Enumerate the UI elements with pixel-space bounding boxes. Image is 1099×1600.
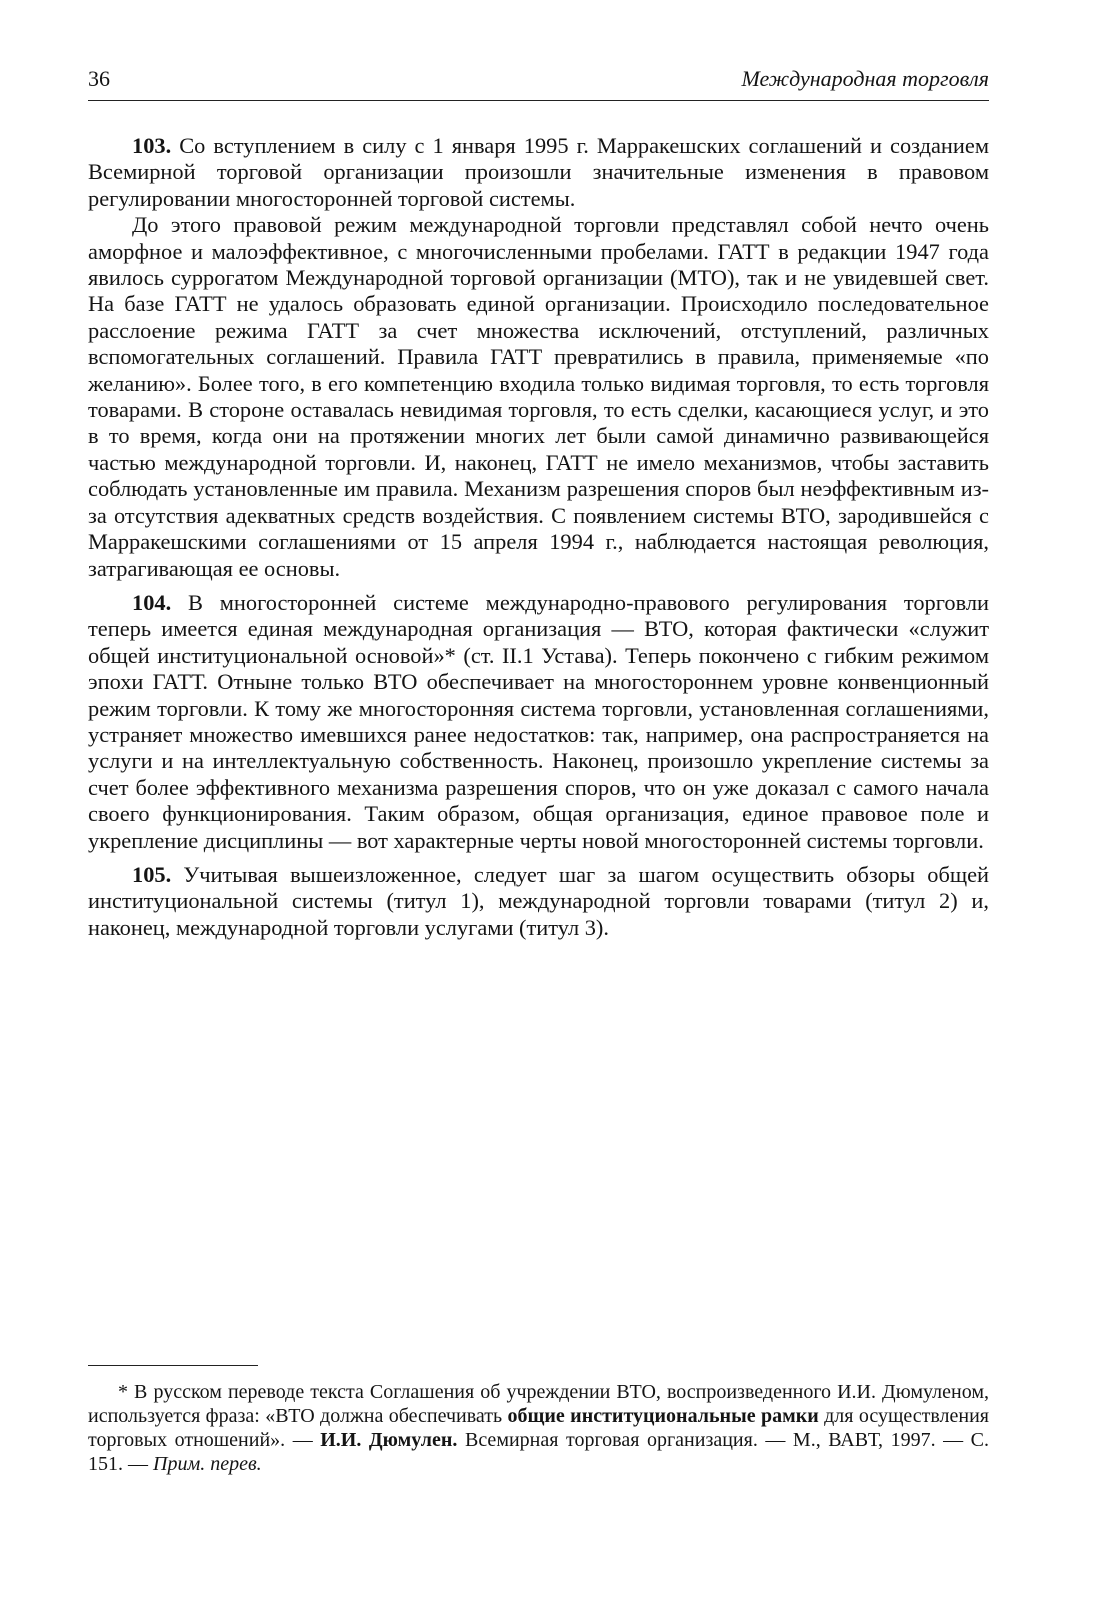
footnote [88, 1380, 989, 1476]
paragraph-105 [88, 862, 989, 941]
footnote-text: * В русском переводе текста Соглашения об учреждении ВТО, воспроизведенного И.И. Дюмуленом, используется фраза: «ВТО должна обеспечивать [88, 1381, 989, 1427]
paragraph-number: 105. [132, 861, 172, 887]
running-title: Международная торговля [741, 66, 989, 91]
paragraph-text: Учитывая вышеизложенное, следует шаг за шагом осуществить обзоры общей институциональной системы (титул 1), международной торговли товарами (титул 2) и, наконец, международной торговли услугами (титул 3). [88, 861, 989, 940]
paragraph-text: Со вступлением в силу с 1 января 1995 г. Марракешских соглашений и созданием Всемирной торговой организации произошли значительные изменения в правовом регулировании многосторонней торговой системы. [88, 133, 989, 211]
paragraph-104 [88, 590, 989, 854]
paragraph-number: 104. [132, 589, 172, 615]
main-text [88, 133, 989, 941]
translator-note: Прим. перев. [153, 1453, 262, 1475]
paragraph-text: В многосторонней системе международно-правового регулирования торговли теперь имеется единая международная организация — ВТО, которая фактически «служит общей институциональной основой»* (ст. II.1 Устава). Теперь покончено с гибким режимом эпохи ГАТТ. Отныне только ВТО обеспечивает на многостороннем уровне конвенционный режим торговли. К тому же многосторонняя система торговли, установленная соглашениями, устраняет множество имевшихся ранее недостатков: так, например, она распространяется на услуги и на интеллектуальную собственность. Наконец, произошло укрепление системы за счет более эффективного механизма разрешения споров, что он уже доказал с самого начала своего функционирования. Таким образом, общая организация, единое правовое поле и укрепление дисциплины — вот характерные черты новой многосторонней системы торговли. [88, 589, 989, 853]
footnote-divider [88, 1365, 258, 1366]
paragraph-103-continued [88, 212, 989, 582]
footnote-emphasis: общие институциональные рамки [507, 1405, 819, 1427]
paragraph-103 [88, 133, 989, 212]
page-number: 36 [88, 66, 110, 91]
paragraph-text: До этого правовой режим международной торговли представлял собой нечто очень аморфное и малоэффективное, с многочисленными пробелами. ГАТТ в редакции 1947 года явилось суррогатом Международной торговой организации (МТО), так и не увидевшей свет. На базе ГАТТ не удалось образовать единой организации. Происходило последовательное расслоение режима ГАТТ за счет множества исключений, отступлений, различных вспомогательных соглашений. Правила ГАТТ превратились в правила, применяемые «по желанию». Более того, в его компетенцию входила только видимая торговля, то есть торговля товарами. В стороне оставалась невидимая торговля, то есть сделки, касающиеся услуг, и это в то время, когда они на протяжении многих лет были самой динамично развивающейся частью международной торговли. И, наконец, ГАТТ не имело механизмов, чтобы заставить соблюдать установленные им правила. Механизм разрешения споров был неэффективным из-за отсутствия адекватных средств воздействия. С появлением системы ВТО, зародившейся с Марракешскими соглашениями от 15 апреля 1994 г., наблюдается настоящая революция, затрагивающая ее основы. [88, 212, 989, 581]
paragraph-number: 103. [132, 133, 172, 158]
footnote-text: для осуществления торговых отношений». — [88, 1405, 990, 1451]
footnote-author: И.И. Дюмулен. [320, 1429, 458, 1451]
page-header [88, 66, 989, 101]
footnote-text: Всемирная торговая организация. — М., ВАВТ, 1997. — С. 151. — [88, 1429, 989, 1475]
